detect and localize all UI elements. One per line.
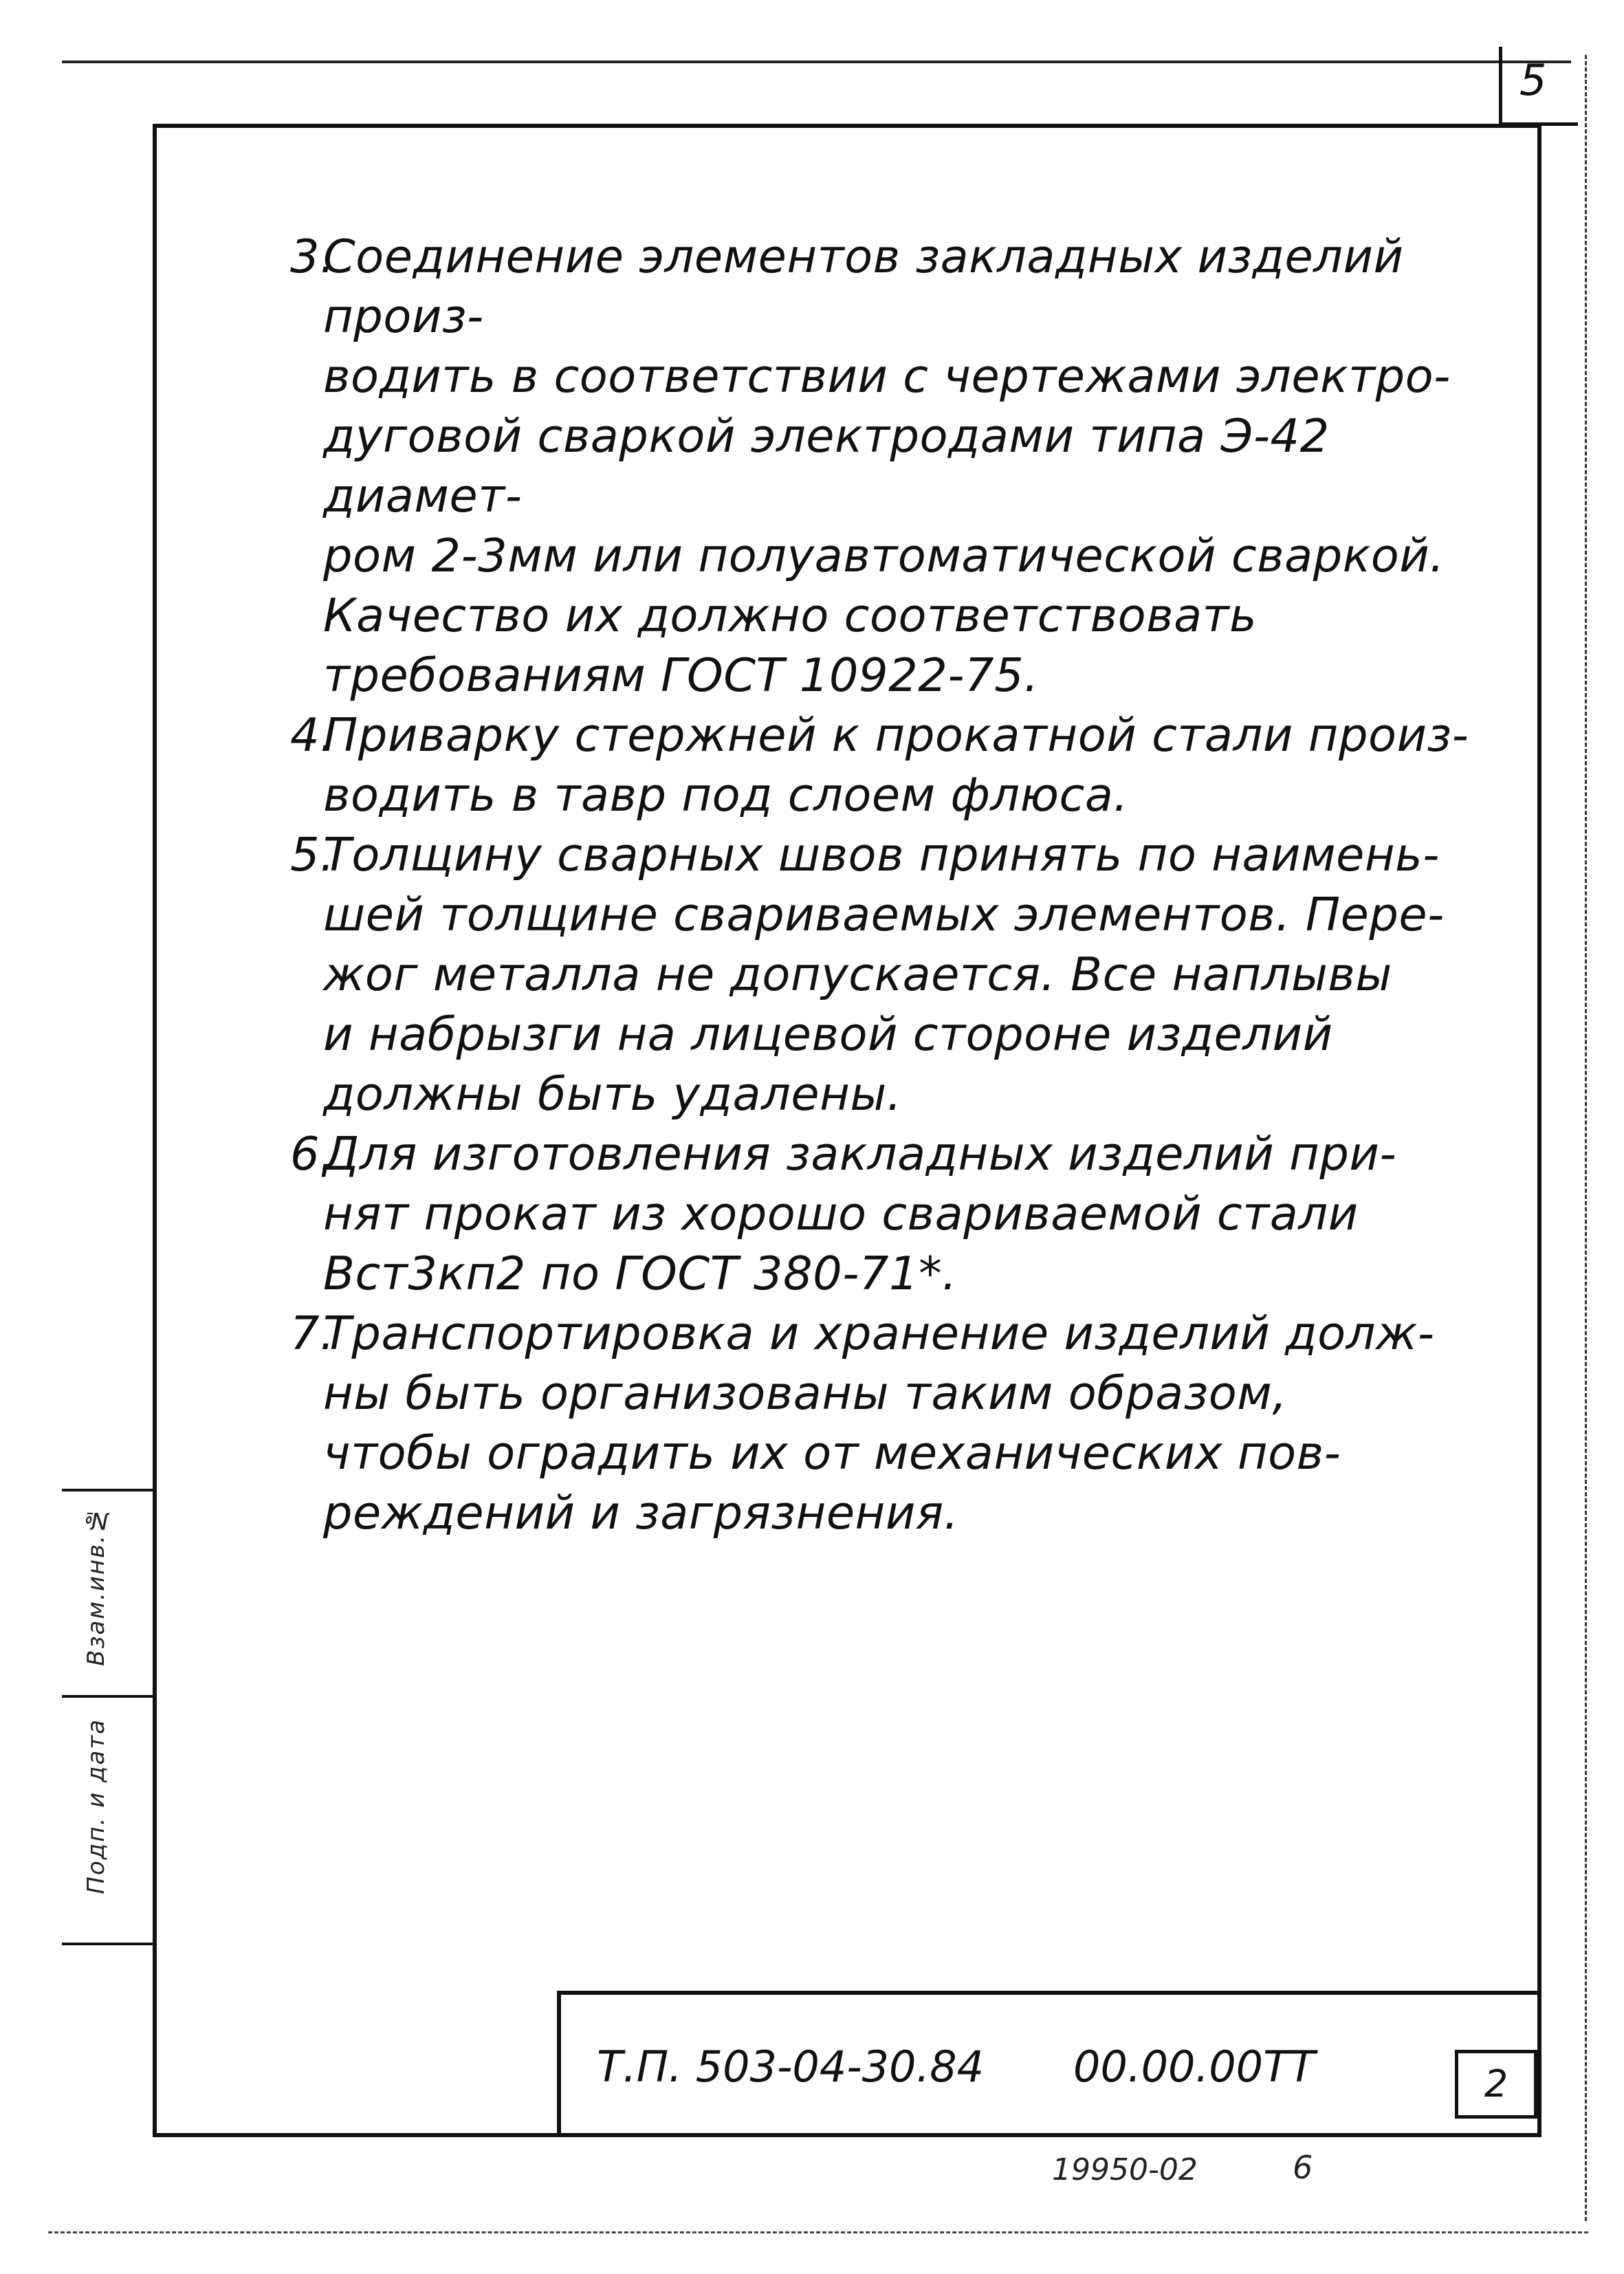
notes-content — [290, 227, 1506, 1543]
right-edge-line — [1585, 55, 1587, 2221]
stamp-text-upper: Взам.инв.№ — [83, 1505, 110, 1666]
copy-number: 6 — [1293, 2149, 1313, 2186]
note-text: Для изготовления закладных изделий при- нят прокат из хорошо свариваемой стали Вст3кп2 по ГОСТ 380-71*. — [323, 1127, 1397, 1300]
page-number-box — [1455, 2050, 1537, 2119]
title-block — [557, 1991, 1541, 2137]
note-item-7 — [290, 1304, 1506, 1543]
inventory-number: 19950-02 — [1052, 2152, 1198, 2187]
stamp-cell-upper — [62, 1489, 153, 1698]
stamp-text-lower: Подп. и дата — [83, 1718, 110, 1894]
bottom-edge-line — [48, 2231, 1588, 2233]
note-number: 3. — [290, 230, 335, 283]
sheet-number: 5 — [1519, 55, 1547, 105]
note-text: Толщину сварных швов принять по наимень- шей толщине свариваемых элементов. Пере- жог металла не допускается. Все наплывы и набрызги на лицевой стороне изделий должны быть удалены. — [323, 828, 1445, 1121]
stamp-cell-bottom — [62, 1943, 153, 2138]
left-stamp-column — [62, 1489, 153, 2135]
note-item-3 — [290, 227, 1506, 706]
note-number: 4. — [290, 708, 335, 762]
note-number: 6. — [290, 1127, 335, 1181]
note-number: 5. — [290, 828, 335, 882]
page-number: 2 — [1484, 2062, 1508, 2106]
note-text: Соединение элементов закладных изделий произ- водить в соответствии с чертежами электро- дуговой сваркой электродами типа Э-42 диамет- ром 2-3мм или полуавтоматической сваркой. Качество их должно соответствовать требованиям ГОСТ 10922-75. — [323, 230, 1451, 702]
stamp-cell-middle — [62, 1695, 153, 1945]
note-number: 7. — [290, 1307, 335, 1360]
note-item-6 — [290, 1124, 1506, 1304]
document-code: Т.П. 503-04-30.84 — [597, 2042, 985, 2092]
note-text: Транспортировка и хранение изделий долж- ны быть организованы таким образом, чтобы оградить их от механических пов- реждений и загрязнения. — [323, 1307, 1435, 1540]
top-border-line — [62, 61, 1571, 63]
document-mark: 00.00.00ТТ — [1073, 2042, 1315, 2092]
note-item-4 — [290, 706, 1506, 825]
note-text: Приварку стержней к прокатной стали произ- водить в тавр под слоем флюса. — [323, 708, 1469, 822]
note-item-5 — [290, 825, 1506, 1124]
